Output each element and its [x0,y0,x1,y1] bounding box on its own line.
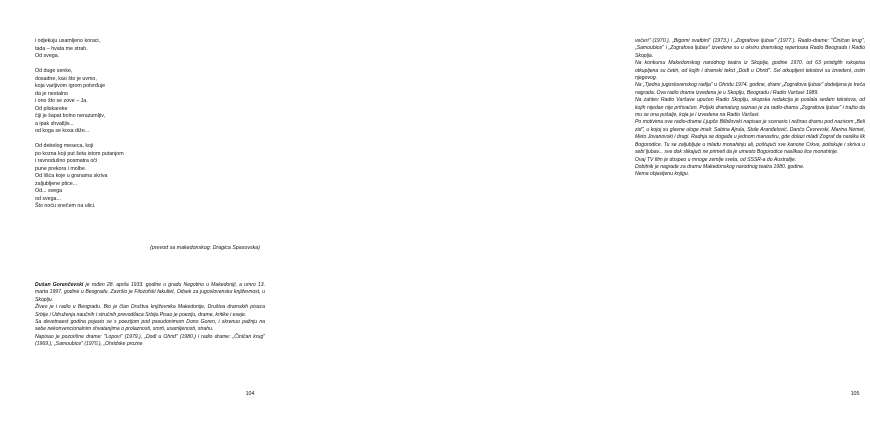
author-name: Dušan Gorenčevski [35,282,84,288]
page-number-right: 105 [850,391,860,397]
translator-credit: (prevod sa makedonskog: Dragica Spasovska) [150,245,260,251]
poem-line: Što noću snečem na ulici. [35,203,96,209]
poem-line: po kozna koji put šeta istom putanjom [35,150,124,157]
poem-line: čiji je šapat bolno nerazumljiv, [35,113,105,119]
bio-paragraph: Sa devetnaest godina pojavio se s poezijom pod pseudonimom Dono Goren, i skrenuo pažnju na sebe nekonvencionalnim shvatanjima o prolaznosti, smrti, usamljenosti, strahu. [35,319,265,333]
text-paragraph: Na „Tjednu jugoslovenskog radija" u Ohridu 1974. godine, drami „Zografova ljubav" dodeljena je treća nagrada. Ova radio drama izvedena je u Skoplju, Beogradu i Radio Varšavi 1989. [635,82,865,96]
right-page [300,0,865,423]
poem-line: da je nestalno [35,90,68,97]
left-page [0,0,300,423]
right-page-text [635,38,865,179]
poem-line: zaljubljene ptice... [35,180,78,187]
author-biography [35,282,265,349]
poem-line: Od svega. [35,53,60,59]
poem-line: Od debelog meseca, koji [35,143,94,149]
poem-line: Od pliskareke [35,105,68,112]
poem-line: Od duge senke, [35,68,73,74]
text-paragraph: Na konkursu Makedonskog narodnog teatra iz Skoplja, godine 1970. od 63 pristiglih rukopisa otkupljena su četiri, od kojih i dramski tekst „Dođi u Ohrid". Svi otkupljeni tekstovi su izvedeni, osim njegovog. [635,60,865,82]
page-number-left: 104 [245,391,255,397]
poem-line: tada – hvata me strah. [35,45,88,52]
poem-line: Od lišća koje u granama skriva [35,173,108,179]
text-paragraph: Dobitnik je nagrade za dramu Makedonskog narodnog teatra 1980. godine. [635,163,805,170]
bio-paragraph: Napisao je pozorišne drame: "Lopovi" (1979.), „Dođi u Ohrid" (1980.) i radio drame: „Činičan krug" (1969.), „Samoubice" (1970.), „Ohridske prozne [35,333,265,348]
poem-line: koja varljivom igrom potvrđuje [35,83,106,89]
poem-line: a ipak shvatljiv... [35,120,74,127]
poem-line: od svega... [35,195,61,202]
poem-line: i ravnodušno posmatra oči [35,158,98,164]
text-paragraph: večeri" (1970.), „Bigomi svatbini" (1973.) i „Zografove ljubav" (1977.). Radio-drame: "Činičan krug", „Samoubice" i „Zografova ljubav" izvedene su u okviru dramskog repertoara Radio Beograda i Radio Skoplja. [635,38,865,59]
poem [35,38,265,211]
poem-line: pune prekora i molbe. [35,165,87,172]
text-paragraph: Po motivima ove radio-drame Ljupče Bilbilovski napisao je scenario i režirao dramu pod nazivom „Beli zid", u kojoj su glavne uloge imali: Sabina Ajrula, Stole Aranđelović, Dančo Čevrevski, Marina Nemet, Meto Jovanovski i drugi. Radnja se događa u jednom manastiru, gde dolazi mladi Zograf da naslika lik Bogorodice. Tu se zaljubljuje u mladu monahinju ali, poštujući sve kanone Crkve, potiskuje i skriva u sebi ljubav... sve dok slikajući ne primeti da je umesto Bogorodice naslikao lice monahinje. [635,119,865,156]
bio-paragraph: Živeo je i radio u Beogradu. Bio je član Društva književnika Makedonije, Društva dramskih pisaca Srbije i Udruženja naučnih i stručnih prevodilaca Srbije.Pisao je poeziju, drame, kritike i eseje. [35,304,265,318]
bio-first-sentence: je rođen 28. aprila 1933. godine u gradu Negotino u Makedoniji, a umro 13. marta 1997. godine u Beogradu. Završio je Filozofski fakultet, Odsek za jugoslovensku književnost, u Skoplju. [35,282,265,303]
text-paragraph: Na zahtev Radio Varšave upućen Radio Skoplju, skopska redakcija je poslala sedam tekstova, od kojih nijedan nije prihvaćen. Poljski dramaturg saznao je za radio-dramu „Zografova ljubav" i tražio da mu se ona pošalje, koja je i izvedena na Radio Varšavi. [635,97,865,119]
bio-first-paragraph [35,282,265,304]
text-paragraph: Nema objavljenu knjigu. [635,171,690,178]
poem-line: i odjekuju usamljeno koraci, [35,38,101,44]
poem-line: i ono što se zove – Ja. [35,98,88,104]
stanza-break [35,136,265,144]
text-paragraph: Ovaj TV film je dospeo u mnoge zemlje sveta, od SSSR-a do Australije. [635,156,797,163]
poem-line: Od... svega [35,188,63,194]
poem-line: od koga se kosa diže... [35,128,90,134]
stanza-break [35,61,265,69]
poem-line: dosadne, kao što je uvmo, [35,75,97,82]
